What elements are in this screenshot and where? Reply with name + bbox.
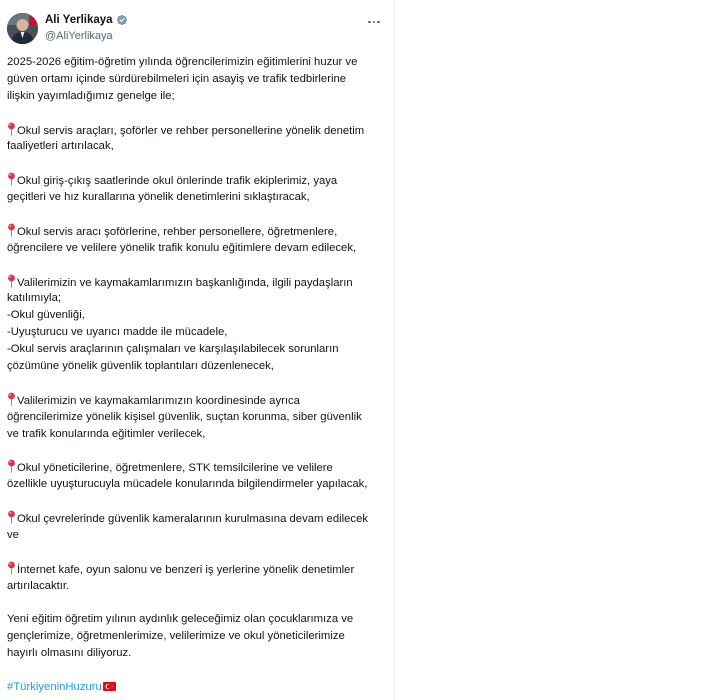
list-item	[7, 510, 385, 544]
round-pushpin-icon	[7, 510, 16, 524]
round-pushpin-icon	[7, 122, 16, 136]
text-line: güven ortamı içinde sürdürebilmeleri için asayiş ve trafik tedbirlerine	[7, 72, 347, 85]
text-line: ve trafik konularında eğitimler verilecek,	[7, 427, 206, 440]
round-pushpin-icon	[7, 561, 16, 575]
item-text: Valilerimizin ve kaymakamlarımızın koordinesinde ayrıca	[17, 394, 300, 407]
item-text: Okul giriş-çıkış saatlerinde okul önlerinde trafik ekiplerimiz, yaya	[17, 175, 338, 188]
list-item	[7, 172, 385, 206]
text-line: ve	[7, 528, 19, 541]
text-line: gençlerimize, öğretmenlerimize, velilerimize ve okul yöneticilerimize	[7, 630, 345, 643]
hashtag-link[interactable]: #TürkiyeninHuzuru	[7, 680, 102, 693]
item-text: İnternet kafe, oyun salonu ve benzeri iş yerlerine yönelik denetimler	[17, 563, 355, 576]
verified-badge-icon	[116, 14, 128, 26]
text-line: -Uyuşturucu ve uyarıcı madde ile mücadele,	[7, 326, 228, 339]
text-line: Yeni eğitim öğretim yılının aydınlık geleceğimiz olan çocuklarımıza ve	[7, 613, 354, 626]
item-text: Okul servis aracı şoförlerine, rehber personellere, öğretmenlere,	[17, 225, 338, 238]
text-line: artırılacaktır.	[7, 579, 70, 592]
text-line: -Okul güvenliği,	[7, 309, 85, 322]
more-options-icon[interactable]	[365, 15, 383, 29]
round-pushpin-icon	[7, 172, 16, 186]
text-line: çözümüne yönelik güvenlik toplantıları düzenlenecek,	[7, 360, 274, 373]
list-item	[7, 561, 385, 595]
tweet-header	[7, 9, 387, 49]
list-item	[7, 392, 385, 443]
text-line: öğrencilere ve velilere yönelik trafik konulu eğitimlere devam edilecek,	[7, 241, 357, 254]
list-item	[7, 223, 385, 257]
round-pushpin-icon	[7, 223, 16, 237]
text-line: geçitleri ve hız kurallarına yönelik denetimlerini sıklaştıracak,	[7, 191, 310, 204]
tweet-text	[7, 54, 385, 697]
item-text: Okul çevrelerinde güvenlik kameralarının kurulmasına devam edilecek	[17, 513, 368, 526]
text-line: özellikle uyuşturucuyla mücadele konularında bilgilendirmeler yapılacak,	[7, 478, 368, 491]
author-handle[interactable]: @AliYerlikaya	[45, 30, 113, 42]
tweet-intro	[7, 54, 385, 105]
text-line: hayırlı olmasını diliyoruz.	[7, 647, 132, 660]
round-pushpin-icon	[7, 459, 16, 473]
hashtag-row	[7, 679, 385, 697]
list-item	[7, 459, 385, 493]
text-line: 2025-2026 eğitim-öğretim yılında öğrencilerimizin eğitimlerini huzur ve	[7, 56, 358, 68]
text-line: faaliyetleri artırılacak,	[7, 140, 114, 153]
item-text: Valilerimizin ve kaymakamlarımızın başkanlığında, ilgili paydaşların	[17, 276, 353, 289]
author-name[interactable]: Ali Yerlikaya	[45, 14, 113, 26]
text-line: katılımıyla;	[7, 292, 61, 305]
list-item	[7, 274, 385, 375]
author-name-row	[45, 14, 128, 26]
tweet-closing	[7, 611, 385, 662]
list-item	[7, 122, 385, 156]
item-text: Okul servis araçları, şoförler ve rehber personellerine yönelik denetim	[17, 124, 365, 137]
text-line: -Okul servis araçlarının çalışmaları ve karşılaşılabilecek sorunların	[7, 343, 339, 356]
turkey-flag-icon	[103, 682, 116, 691]
author-avatar[interactable]	[7, 13, 38, 44]
text-line: ilişkin yayımladığımız genelge ile;	[7, 89, 175, 102]
text-line: öğrencilerimize yönelik kişisel güvenlik, suçtan korunma, siber güvenlik	[7, 410, 362, 423]
item-text: Okul yöneticilerine, öğretmenlere, STK temsilcilerine ve velilere	[17, 462, 333, 475]
round-pushpin-icon	[7, 392, 16, 406]
round-pushpin-icon	[7, 274, 16, 288]
